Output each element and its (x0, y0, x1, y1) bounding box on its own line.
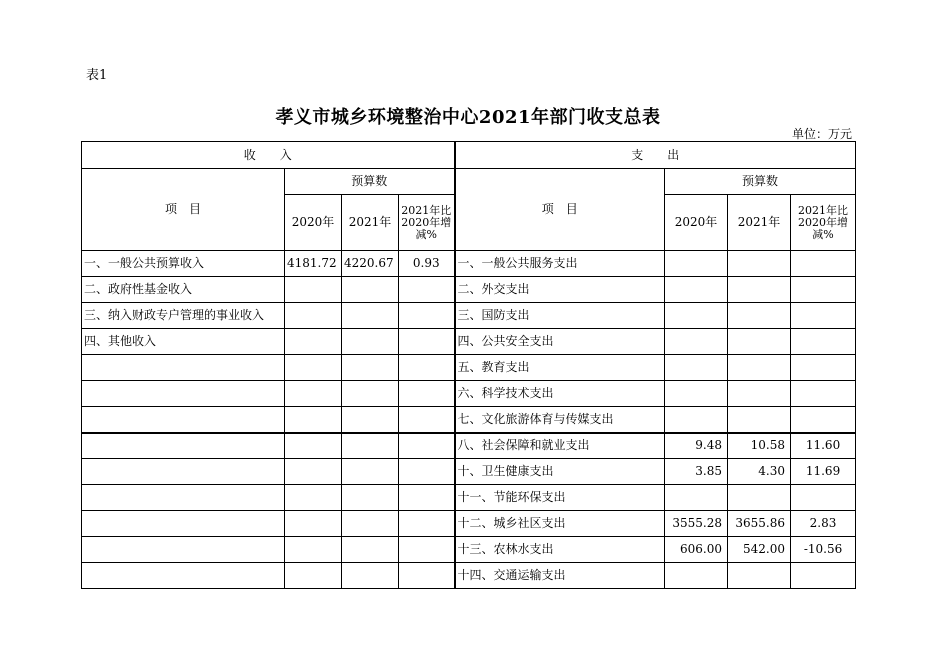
income-change-cell (399, 563, 455, 589)
income-2021-cell (342, 407, 399, 433)
income-change-header: 2021年比2020年增减% (399, 195, 455, 251)
income-item-header: 项 目 (82, 169, 285, 251)
table-row (82, 407, 856, 433)
income-section-header: 收 入 (82, 142, 455, 169)
expense-2020-cell: 3555.28 (665, 511, 728, 537)
expense-2021-cell (728, 407, 791, 433)
budget-summary-table (81, 141, 856, 589)
expense-2020-cell (665, 303, 728, 329)
expense-change-cell: -10.56 (791, 537, 856, 563)
expense-change-cell (791, 251, 856, 277)
income-item-cell: 四、其他收入 (82, 329, 285, 355)
table-row (82, 355, 856, 381)
section-header-row (82, 142, 856, 169)
income-2020-cell (285, 511, 342, 537)
income-item-cell (82, 433, 285, 459)
expense-change-cell (791, 485, 856, 511)
unit-label: 单位：万元 (791, 127, 852, 141)
income-2020-cell (285, 537, 342, 563)
expense-item-cell: 十四、交通运输支出 (455, 563, 665, 589)
income-item-cell (82, 485, 285, 511)
expense-item-cell: 五、教育支出 (455, 355, 665, 381)
expense-2020-cell (665, 329, 728, 355)
expense-change-cell: 2.83 (791, 511, 856, 537)
income-change-cell (399, 485, 455, 511)
expense-2021-cell (728, 381, 791, 407)
income-change-cell (399, 537, 455, 563)
income-change-cell (399, 381, 455, 407)
income-2020-cell (285, 303, 342, 329)
expense-change-header: 2021年比2020年增减% (791, 195, 856, 251)
expense-2021-cell (728, 251, 791, 277)
expense-item-cell: 十、卫生健康支出 (455, 459, 665, 485)
income-change-cell (399, 303, 455, 329)
table-row (82, 511, 856, 537)
income-change-cell (399, 433, 455, 459)
expense-item-cell: 四、公共安全支出 (455, 329, 665, 355)
table-row (82, 303, 856, 329)
table-row (82, 485, 856, 511)
income-item-cell: 二、政府性基金收入 (82, 277, 285, 303)
expense-2021-cell (728, 277, 791, 303)
expense-2021-cell: 3655.86 (728, 511, 791, 537)
table-number-label: 表1 (86, 68, 108, 83)
income-2021-cell (342, 277, 399, 303)
expense-item-cell: 六、科学技术支出 (455, 381, 665, 407)
income-2021-cell (342, 355, 399, 381)
income-2021-cell: 4220.67 (342, 251, 399, 277)
expense-2020-cell: 606.00 (665, 537, 728, 563)
page-title: 孝义市城乡环境整治中心2021年部门收支总表 (275, 107, 661, 128)
expense-2020-cell (665, 485, 728, 511)
income-2021-cell (342, 329, 399, 355)
table-row (82, 537, 856, 563)
expense-2021-cell (728, 355, 791, 381)
income-change-cell: 0.93 (399, 251, 455, 277)
income-item-cell (82, 355, 285, 381)
income-item-cell (82, 381, 285, 407)
income-item-cell (82, 511, 285, 537)
income-2021-cell (342, 563, 399, 589)
expense-item-cell: 十一、节能环保支出 (455, 485, 665, 511)
income-2020-cell (285, 433, 342, 459)
income-2021-cell (342, 537, 399, 563)
expense-item-cell: 八、社会保障和就业支出 (455, 433, 665, 459)
expense-2020-cell (665, 355, 728, 381)
expense-section-header: 支 出 (455, 142, 856, 169)
expense-change-cell: 11.60 (791, 433, 856, 459)
income-budget-header: 预算数 (285, 169, 455, 195)
income-2020-cell (285, 485, 342, 511)
expense-2020-cell: 3.85 (665, 459, 728, 485)
expense-item-cell: 二、外交支出 (455, 277, 665, 303)
table-body (82, 142, 856, 589)
income-item-cell (82, 563, 285, 589)
table-row (82, 433, 856, 459)
expense-change-cell (791, 563, 856, 589)
expense-2020-header: 2020年 (665, 195, 728, 251)
expense-item-header: 项 目 (455, 169, 665, 251)
expense-change-cell (791, 303, 856, 329)
table-row (82, 277, 856, 303)
expense-item-cell: 十三、农林水支出 (455, 537, 665, 563)
column-header-row (82, 169, 856, 195)
expense-2021-cell: 4.30 (728, 459, 791, 485)
table-row (82, 251, 856, 277)
income-2020-cell (285, 355, 342, 381)
table-row (82, 459, 856, 485)
income-2021-cell (342, 381, 399, 407)
income-2021-cell (342, 303, 399, 329)
income-change-cell (399, 277, 455, 303)
income-2020-cell (285, 563, 342, 589)
income-change-cell (399, 459, 455, 485)
income-2020-cell (285, 381, 342, 407)
income-2021-cell (342, 433, 399, 459)
expense-2021-cell: 542.00 (728, 537, 791, 563)
expense-2020-cell (665, 381, 728, 407)
income-item-cell: 三、纳入财政专户管理的事业收入 (82, 303, 285, 329)
income-2020-cell (285, 407, 342, 433)
income-2020-cell (285, 277, 342, 303)
expense-change-cell (791, 407, 856, 433)
table-row (82, 329, 856, 355)
income-2021-cell (342, 485, 399, 511)
expense-2020-cell (665, 251, 728, 277)
income-2020-cell (285, 459, 342, 485)
income-item-cell: 一、一般公共预算收入 (82, 251, 285, 277)
expense-change-cell (791, 329, 856, 355)
expense-change-cell: 11.69 (791, 459, 856, 485)
expense-change-cell (791, 381, 856, 407)
expense-2020-cell (665, 407, 728, 433)
table-row (82, 563, 856, 589)
income-item-cell (82, 459, 285, 485)
income-2021-cell (342, 511, 399, 537)
expense-2021-cell (728, 329, 791, 355)
expense-item-cell: 七、文化旅游体育与传媒支出 (455, 407, 665, 433)
income-change-cell (399, 511, 455, 537)
income-item-cell (82, 537, 285, 563)
expense-change-cell (791, 355, 856, 381)
expense-change-cell (791, 277, 856, 303)
income-change-cell (399, 329, 455, 355)
expense-2021-cell (728, 485, 791, 511)
expense-2020-cell: 9.48 (665, 433, 728, 459)
income-item-cell (82, 407, 285, 433)
expense-2021-header: 2021年 (728, 195, 791, 251)
income-2021-header: 2021年 (342, 195, 399, 251)
expense-item-cell: 十二、城乡社区支出 (455, 511, 665, 537)
expense-budget-header: 预算数 (665, 169, 856, 195)
expense-2020-cell (665, 563, 728, 589)
income-2020-header: 2020年 (285, 195, 342, 251)
expense-2021-cell: 10.58 (728, 433, 791, 459)
income-2020-cell (285, 329, 342, 355)
expense-2020-cell (665, 277, 728, 303)
income-2021-cell (342, 459, 399, 485)
income-2020-cell: 4181.72 (285, 251, 342, 277)
expense-item-cell: 一、一般公共服务支出 (455, 251, 665, 277)
income-change-cell (399, 355, 455, 381)
expense-2021-cell (728, 563, 791, 589)
expense-item-cell: 三、国防支出 (455, 303, 665, 329)
expense-2021-cell (728, 303, 791, 329)
income-change-cell (399, 407, 455, 433)
table-row (82, 381, 856, 407)
